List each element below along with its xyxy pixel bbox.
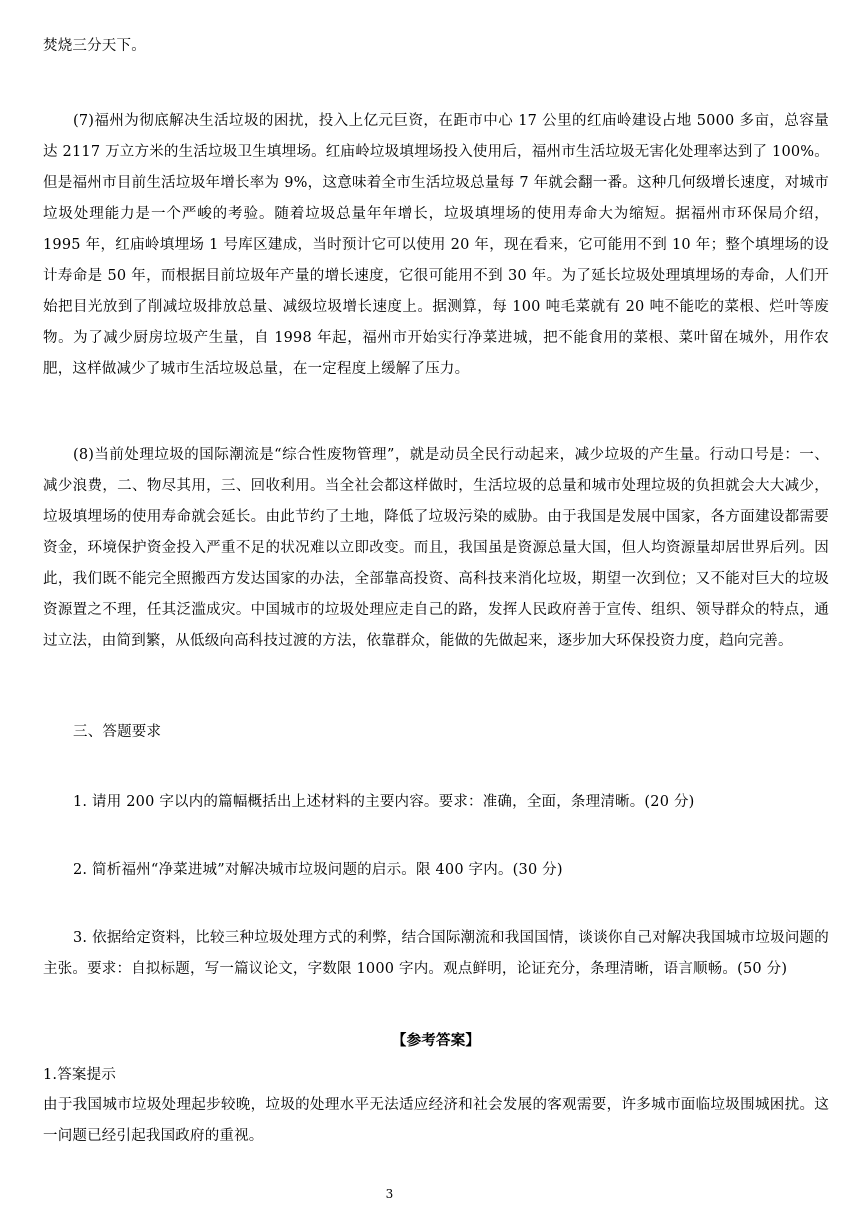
question-3: 3. 依据给定资料，比较三种垃圾处理方式的利弊，结合国际潮流和我国国情，谈谈你自己对解决我国城市垃圾问题的主张。要求：自拟标题，写一篇议论文，字数限 1000 字内。观点鲜明，论证充分，条理清晰，语言顺畅。(50 分): [43, 930, 829, 977]
reference-answer-heading: 【参考答案】: [391, 1032, 481, 1049]
question-2: 2. 简析福州“净菜进城”对解决城市垃圾问题的启示。限 400 字内。(30 分): [73, 862, 563, 878]
material-paragraph-8: (8)当前处理垃圾的国际潮流是“综合性废物管理”，就是动员全民行动起来，减少垃圾的产生量。行动口号是：一、减少浪费，二、物尽其用，三、回收利用。当全社会都这样做时，生活垃圾的总量和城市处理垃圾的负担就会大大减少，垃圾填埋场的使用寿命就会延长。由此节约了土地，降低了垃圾污染的威胁。由于我国是发展中国家，各方面建设都需要资金，环境保护资金投入严重不足的状况难以立即改变。而且，我国虽是资源总量大国，但人均资源量却居世界后列。因此，我们既不能完全照搬西方发达国家的办法，全部靠高投资、高科技来消化垃圾，期望一次到位；又不能对巨大的垃圾资源置之不理，任其泛滥成灾。中国城市的垃圾处理应走自己的路，发挥人民政府善于宣传、组织、领导群众的特点，通过立法，由简到繁，从低级向高科技过渡的方法，依靠群众，能做的先做起来，逐步加大环保投资力度，趋向完善。: [43, 447, 829, 649]
material-paragraph-7: (7)福州为彻底解决生活垃圾的困扰，投入上亿元巨资，在距市中心 17 公里的红庙岭建设占地 5000 多亩，总容量达 2117 万立方米的生活垃圾卫生填埋场。红庙岭垃圾填埋场投入使用后，福州市生活垃圾无害化处理率达到了 100%。但是福州市目前生活垃圾年增长率为 9%，这意味着全市生活垃圾总量每 7 年就会翻一番。这种几何级增长速度，对城市垃圾处理能力是一个严峻的考验。随着垃圾总量年年增长，垃圾填埋场的使用寿命大为缩短。据福州市环保局介绍，1995 年，红庙岭填埋场 1 号库区建成，当时预计它可以使用 20 年，现在看来，它可能用不到 10 年；整个填埋场的设计寿命是 50 年，而根据目前垃圾年产量的增长速度，它很可能用不到 30 年。为了延长垃圾处理填埋场的寿命，人们开始把目光放到了削减垃圾排放总量、减级垃圾增长速度上。据测算，每 100 吨毛菜就有 20 吨不能吃的菜根、烂叶等废物。为了减少厨房垃圾产生量，自 1998 年起，福州市开始实行净菜进城，把不能食用的菜根、菜叶留在城外，用作农肥，这样做减少了城市生活垃圾总量，在一定程度上缓解了压力。: [43, 113, 829, 377]
answer-hint-label: 1.答案提示: [43, 1067, 117, 1083]
question-1: 1. 请用 200 字以内的篇幅概括出上述材料的主要内容。要求：准确，全面，条理清晰。(20 分): [73, 794, 695, 810]
section-heading-answer-requirements: 三、答题要求: [73, 724, 162, 740]
page-number: 3: [385, 1187, 394, 1201]
continued-text-line: 焚烧三分天下。: [43, 38, 146, 54]
answer-hint-body: 由于我国城市垃圾处理起步较晚，垃圾的处理水平无法适应经济和社会发展的客观需要，许多城市面临垃圾围城困扰。这一问题已经引起我国政府的重视。: [43, 1097, 829, 1144]
